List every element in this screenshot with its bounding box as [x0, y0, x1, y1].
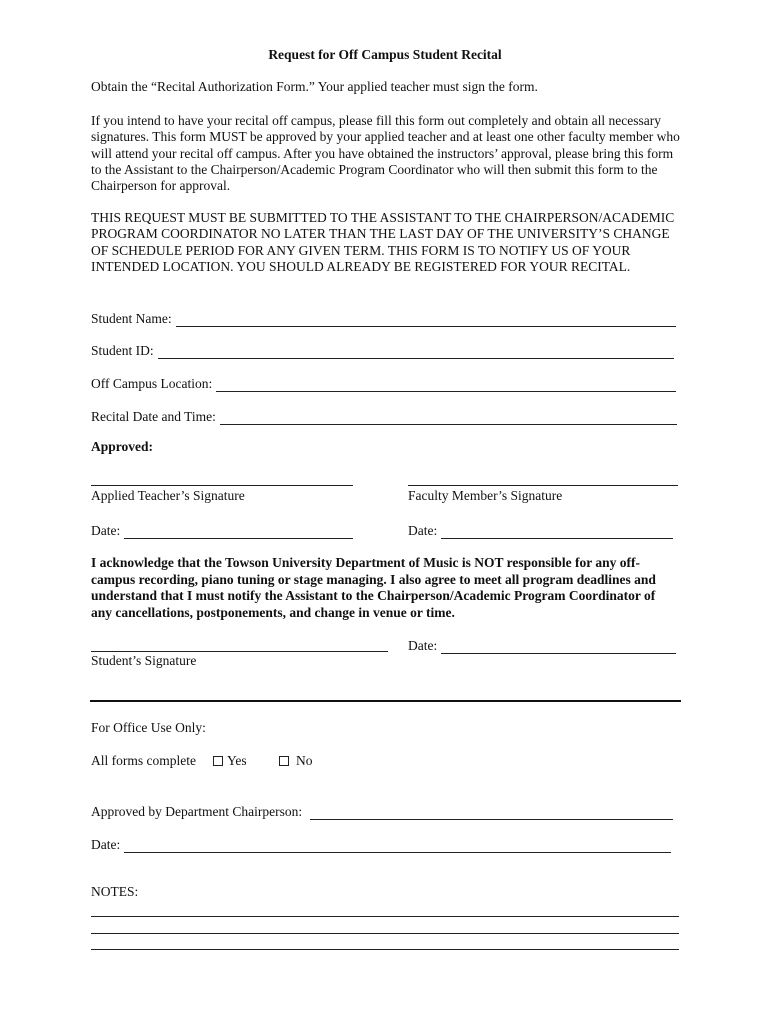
student-date-field: [408, 636, 676, 654]
office-date-label: Date:: [91, 837, 121, 852]
no-option[interactable]: [279, 753, 313, 769]
instructions-paragraph: If you intend to have your recital off campus, please fill this form out completely and obtain all necessary signatures. This form MUST be approved by your applied teacher and at least one other faculty member who will attend your recital off campus. After you have obtained the instructors’ approval, please bring this form to the Assistant to the Chairperson/Academic Program Coordinator who will then submit this form to the Chairperson for approval.: [91, 113, 680, 194]
form-title: Request for Off Campus Student Recital: [268, 47, 502, 62]
notes-line[interactable]: [91, 933, 679, 934]
forms-complete-label: All forms complete: [91, 753, 196, 768]
deadline-notice: THIS REQUEST MUST BE SUBMITTED TO THE ASSISTANT TO THE CHAIRPERSON/ACADEMIC PROGRAM COORDINATOR NO LATER THAN THE LAST DAY OF THE UNIVERSITY’S CHANGE OF SCHEDULE PERIOD FOR ANY GIVEN TERM. THIS FORM IS TO NOTIFY US OF YOUR INTENDED LOCATION. YOU SHOULD ALREADY BE REGISTERED FOR YOUR RECITAL.: [91, 210, 675, 274]
student-name-label: Student Name:: [91, 311, 172, 326]
student-id-field: [91, 341, 674, 359]
location-input[interactable]: [216, 377, 676, 392]
chairperson-approval-label: Approved by Department Chairperson:: [91, 804, 303, 819]
student-id-input[interactable]: [158, 344, 674, 359]
chairperson-approval-field: [91, 802, 673, 820]
location-label: Off Campus Location:: [91, 376, 213, 391]
student-name-field: [91, 309, 676, 327]
office-date-field: [91, 835, 671, 853]
no-label: No: [296, 753, 313, 768]
teacher-date-label: Date:: [91, 523, 121, 538]
office-use-heading: For Office Use Only:: [91, 720, 206, 735]
faculty-signature-label: Faculty Member’s Signature: [408, 488, 563, 503]
yes-checkbox[interactable]: [213, 756, 223, 766]
teacher-signature-label: Applied Teacher’s Signature: [91, 488, 245, 503]
section-divider: [90, 700, 681, 702]
approved-label: Approved:: [91, 439, 154, 454]
faculty-date-field: [408, 521, 673, 539]
date-time-field: [91, 407, 677, 425]
no-checkbox[interactable]: [279, 756, 289, 766]
location-field: [91, 374, 676, 392]
faculty-signature-line[interactable]: [408, 485, 678, 486]
notes-line[interactable]: [91, 916, 679, 917]
student-signature-label: Student’s Signature: [91, 653, 197, 668]
teacher-signature-line[interactable]: [91, 485, 353, 486]
chairperson-approval-input[interactable]: [310, 805, 673, 820]
student-name-input[interactable]: [176, 312, 676, 327]
student-signature-line[interactable]: [91, 651, 388, 652]
student-date-label: Date:: [408, 638, 438, 653]
faculty-date-input[interactable]: [441, 524, 673, 539]
teacher-date-input[interactable]: [124, 524, 353, 539]
office-date-input[interactable]: [124, 838, 671, 853]
intro-text: Obtain the “Recital Authorization Form.” Your applied teacher must sign the form.: [91, 79, 538, 94]
notes-line[interactable]: [91, 949, 679, 950]
teacher-date-field: [91, 521, 353, 539]
notes-label: NOTES:: [91, 884, 139, 899]
acknowledgement-text: I acknowledge that the Towson University Department of Music is NOT responsible for any off-campus recording, piano tuning or stage managing. I also agree to meet all program deadlines and understand that I must notify the Assistant to the Chairperson/Academic Program Coordinator of any cancellations, postponements, and change in venue or time.: [91, 555, 656, 620]
yes-option[interactable]: [213, 753, 247, 769]
date-time-input[interactable]: [220, 410, 677, 425]
faculty-date-label: Date:: [408, 523, 438, 538]
student-date-input[interactable]: [441, 639, 676, 654]
student-id-label: Student ID:: [91, 343, 154, 358]
yes-label: Yes: [227, 753, 247, 768]
date-time-label: Recital Date and Time:: [91, 409, 216, 424]
